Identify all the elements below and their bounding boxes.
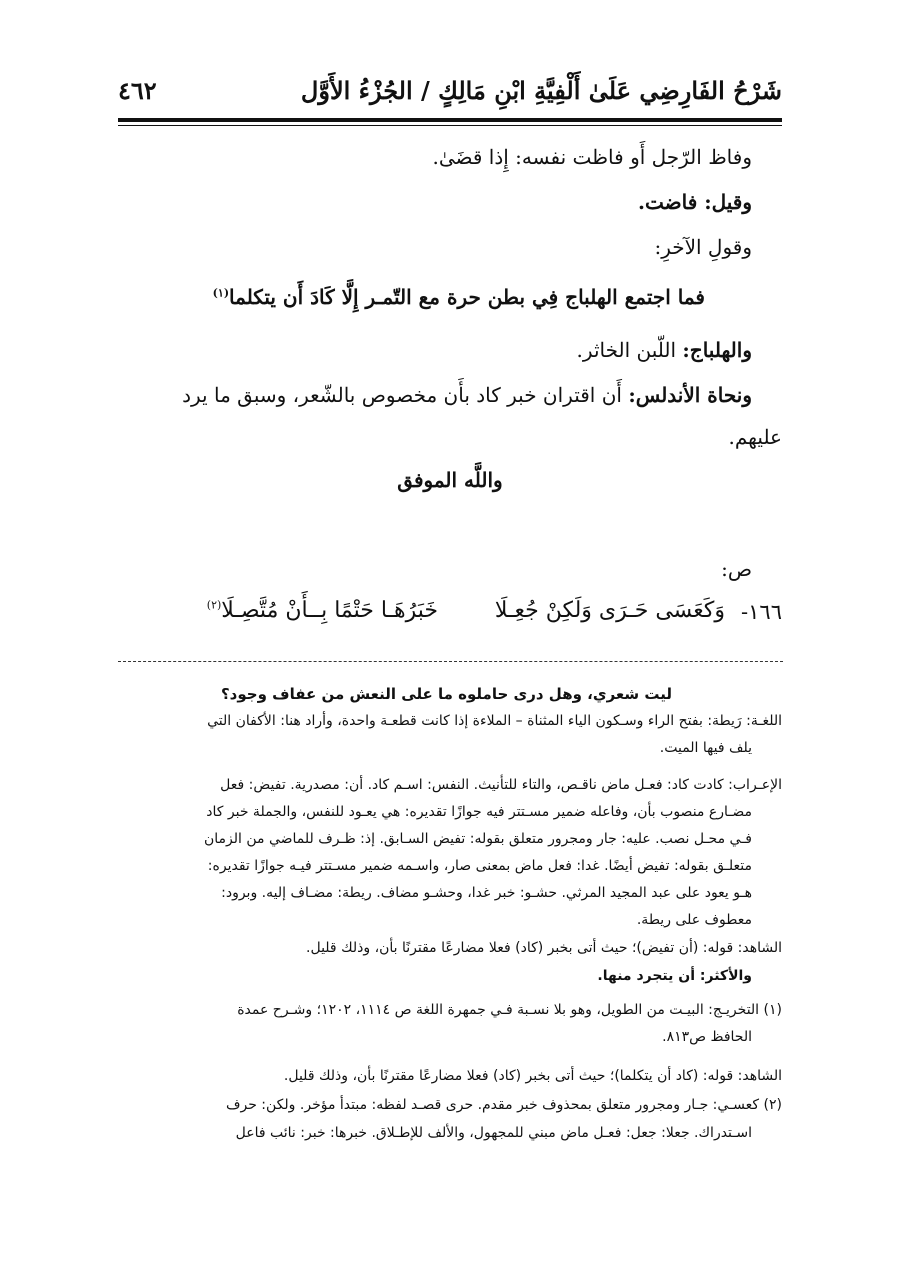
page-header [118,70,782,114]
body-line-1: وفاظ الرّجل أَو فاظت نفسه: إِذا قضَىٰ. [432,145,752,169]
footnote-1-line-2: الحافظ ص٨١٣. [662,1029,752,1045]
body-line-2: وقيل: فاضت. [638,190,752,214]
footnote-separator [118,661,783,662]
footnote-irab-6: معطوف على ريطة. [636,912,752,928]
verse-1-second-half [213,285,440,309]
halbaj-definition: اللّبن الخاثر. [576,338,677,362]
running-title: شَرْحُ الفَارِضِي عَلَىٰ أَلْفِيَّةِ ابْنِ مَالِكٍ / الجُزْءُ الأَوَّل [300,76,782,105]
footnote-verse: ليت شعري، وهل درى حاملوه ما على النعش من عفاف وجود؟ [220,685,672,703]
halbaj-line [577,338,752,362]
footnote-irab-5: هـو يعود على عبد المجيد المرثي. حشـو: خبر غدا، وحشـو مضاف. ريطة: مضـاف إليه. وبرود: [221,885,752,901]
andalus-term: ونحاة الأندلس: [628,383,752,407]
body-line-3: وقولِ الآخرِ: [654,235,752,259]
matn-hemistich-2-text: خَبَرُهَـا حَتْمًا بِــأَنْ مُتَّصِـلَا [221,598,438,623]
footnote-lugha-1: اللغـة: رَيطة: بفتح الراء وسـكون الياء المثناة – الملاءة إذا كانت قطعـة واحدة، وأراد هنا: الأكفان التي [207,713,782,729]
footnote-irab-4: متعلـق بقوله: تفيض أيضًا. غدا: فعل ماض بمعنى صار، واسـمه ضمير مسـتتر فيـه جوازًا تقديره: [207,858,752,874]
footnote-akthar: والأكثر: أن يتجرد منها. [597,968,752,984]
closing-phrase: واللَّه الموفق [397,468,503,492]
footnote-2-line-2: اسـتدراك. جعلا: جعل: فعـل ماض مبني للمجهول، والألف للإطـلاق. خبرها: خبر: نائب فاعل [235,1125,752,1141]
footnote-shahid-2: الشاهد: قوله: (كاد أن يتكلما)؛ حيث أتى بخبر (كاد) فعلا مضارعًا مقترنًا بأن، وذلك قليل. [283,1068,782,1084]
footnote-ref-1: (١) [212,286,230,300]
page-number: ٤٦٢ [118,76,157,105]
footnote-lugha-2: يلف فيها الميت. [659,740,752,756]
andalus-line-continued: عليهم. [728,425,782,449]
matn-label: ص: [721,557,752,581]
halbaj-term: والهلباج: [682,338,752,362]
verse-1-second-half-text: مع التّمـر إِلَّا كَادَ أَن يتكلما [229,285,440,309]
matn-hemistich-1: وَكَعَسَى حَـرَى وَلَكِنْ جُعِـلَا [494,598,725,623]
matn-hemistich-2 [207,598,438,623]
footnote-irab-1: الإعـراب: كادت كاد: فعـل ماض ناقـص، والتاء للتأنيث. النفس: اسـم كاد. أن: مصدرية. تفيض: فعل [220,777,782,793]
matn-number: ١٦٦- [741,600,782,624]
andalus-line [182,383,752,407]
footnote-shahid-1: الشاهد: قوله: (أن تفيض)؛ حيث أتى بخبر (كاد) فعلا مضارعًا مقترنًا بأن، وذلك قليل. [306,940,782,956]
footnote-2-line-1: (٢) كعسـي: جـار ومجرور متعلق بمحذوف خبر مقدم. حرى قصـد لفظه: مبتدأ مؤخر. ولكن: حرف [225,1097,782,1113]
footnote-irab-2: مضـارع منصوب بأن، وفاعله ضمير مسـتتر فيه جوازًا تقديره: هي يعـود للنفس، والجملة خبر كاد [206,804,752,820]
header-rule-thick [118,118,782,122]
footnote-irab-3: فـي محـل نصب. عليه: جار ومجرور متعلق بقوله: تفيض السـابق. إذ: ظـرف للماضي من الزمان [204,831,752,847]
footnote-1-line-1: (١) التخريـج: البيـت من الطويل، وهو بلا نسـبة فـي جمهرة اللغة ص ١١١٤، ١٢٠٢؛ وشـرح عمدة [237,1002,782,1018]
andalus-text: أَن اقتران خبر كاد بأَن مخصوص بالشّعر، وسبق ما يرد [182,383,622,407]
footnote-ref-2: (٢) [206,598,222,612]
verse-1-first-half: فما اجتمع الهلباج فِي بطن حرة [446,285,705,309]
header-rule-thin [118,125,782,126]
